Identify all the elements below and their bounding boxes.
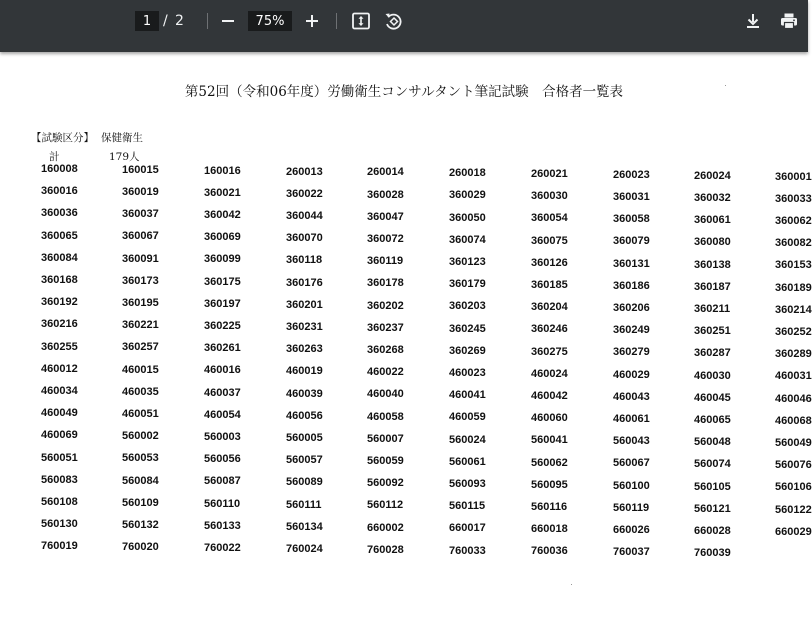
passer-number: 360028 (367, 188, 404, 201)
passer-number: 560130 (41, 518, 78, 531)
page-number-input[interactable]: 1 (135, 11, 159, 31)
passer-number: 460049 (41, 407, 78, 420)
passer-number: 360249 (613, 324, 650, 337)
passer-number: 360072 (367, 232, 404, 245)
plus-icon (300, 9, 324, 33)
passer-number: 560089 (286, 476, 323, 489)
passer-number: 560057 (286, 454, 323, 467)
passer-number: 360176 (286, 276, 323, 289)
passer-number: 560133 (204, 519, 241, 532)
passer-number: 460058 (367, 410, 404, 423)
passer-number: 360118 (286, 254, 323, 267)
passer-number: 560003 (204, 431, 241, 444)
passer-number: 460034 (41, 385, 78, 397)
passer-number: 360042 (204, 209, 241, 222)
passer-number: 360186 (613, 279, 650, 292)
passer-number: 560074 (694, 458, 731, 471)
zoom-level-input[interactable]: 75% (248, 11, 292, 31)
passer-number: 360153 (775, 259, 812, 272)
passer-number: 560095 (531, 478, 568, 491)
passer-number: 360178 (367, 277, 404, 290)
zoom-in-button[interactable] (300, 9, 324, 33)
passer-number: 360079 (613, 235, 650, 248)
passer-number: 560106 (775, 481, 812, 494)
passer-number: 360269 (449, 344, 486, 357)
passer-number: 360179 (449, 278, 486, 291)
passer-number: 560108 (41, 496, 78, 508)
passer-number: 360251 (694, 325, 731, 338)
passer-number: 360185 (531, 279, 568, 292)
passer-number: 460068 (775, 414, 812, 427)
passer-number: 560115 (449, 500, 486, 513)
passer-number: 360091 (122, 252, 159, 265)
passer-number: 360119 (367, 255, 404, 268)
passer-number: 460016 (204, 364, 241, 377)
passer-number: 360287 (694, 347, 731, 360)
scan-speck (571, 584, 572, 585)
passer-number: 560119 (613, 501, 650, 514)
passer-number: 360211 (694, 302, 731, 315)
passer-number: 360070 (286, 232, 323, 245)
passer-number: 360021 (204, 186, 241, 199)
passer-number: 360275 (531, 345, 568, 358)
passer-number: 460069 (41, 429, 78, 442)
passer-number: 360263 (286, 343, 323, 356)
passer-number: 560043 (613, 435, 650, 448)
rotate-button[interactable] (381, 9, 405, 33)
passer-number: 360255 (41, 340, 78, 353)
passer-number: 360058 (613, 213, 650, 226)
passer-number: 460060 (531, 412, 568, 425)
toolbar-divider (207, 13, 208, 29)
passer-number: 560109 (122, 496, 159, 509)
passer-number: 360030 (531, 190, 568, 203)
passer-number: 460037 (204, 386, 241, 399)
passer-number: 560092 (367, 477, 404, 490)
passer-number: 460030 (694, 369, 731, 382)
download-button[interactable] (741, 9, 765, 33)
passer-number: 560041 (531, 434, 568, 447)
passer-number: 160016 (204, 164, 241, 177)
passer-number: 460041 (449, 389, 486, 402)
passer-number: 260023 (613, 168, 650, 181)
pdf-page (0, 52, 812, 634)
passer-number: 560056 (204, 453, 241, 466)
passer-number: 360189 (775, 281, 812, 294)
passer-number: 360168 (41, 274, 78, 286)
passer-number: 560111 (286, 498, 322, 511)
passer-number: 460024 (531, 367, 568, 380)
passer-number: 560121 (694, 502, 731, 515)
pdf-toolbar (0, 0, 808, 52)
passer-number: 560084 (122, 474, 159, 487)
category-value: 保健衛生 (101, 132, 143, 144)
passer-number: 360074 (449, 233, 486, 246)
passer-number: 760036 (531, 545, 568, 558)
passer-number: 460061 (613, 413, 650, 426)
passer-number: 560087 (204, 475, 241, 488)
passer-number: 560083 (41, 473, 78, 486)
passer-number: 360245 (449, 322, 486, 335)
passer-number: 360231 (286, 320, 323, 333)
passer-number: 560049 (775, 436, 812, 449)
passer-number: 560134 (286, 520, 323, 533)
passer-number: 560100 (613, 479, 650, 492)
passer-number: 360201 (286, 298, 323, 311)
passer-number: 460012 (41, 362, 78, 375)
category-label: 【試験区分】 (31, 132, 94, 144)
passer-number: 360206 (613, 302, 650, 315)
passer-number: 460046 (775, 392, 812, 405)
passer-number: 460042 (531, 390, 568, 403)
passer-number: 360203 (449, 300, 486, 313)
passer-number: 360067 (122, 230, 159, 243)
passer-number: 160015 (122, 163, 159, 176)
passer-number: 360138 (694, 258, 731, 271)
passer-number: 260014 (367, 166, 404, 179)
passer-number: 560059 (367, 454, 404, 467)
passer-number: 760028 (367, 543, 404, 556)
passer-number: 360084 (41, 251, 78, 264)
fit-to-page-icon (349, 9, 373, 33)
passer-number: 360022 (286, 187, 323, 200)
passer-number: 360065 (41, 229, 78, 242)
passer-number: 360204 (531, 301, 568, 314)
passer-number: 460031 (775, 370, 812, 383)
passer-number: 360195 (122, 297, 159, 310)
passer-number: 760033 (449, 544, 486, 557)
passer-number: 360126 (531, 256, 568, 269)
print-button[interactable] (777, 9, 801, 33)
passer-number: 360225 (204, 320, 241, 333)
passer-number: 460015 (122, 363, 159, 376)
passer-number: 460040 (367, 388, 404, 401)
passer-number: 460045 (694, 391, 731, 404)
fit-to-page-button[interactable] (349, 9, 373, 33)
passer-number: 560002 (122, 430, 159, 443)
passer-number: 360001 (775, 170, 812, 183)
passer-number: 360246 (531, 323, 568, 336)
passer-number: 360029 (449, 189, 486, 202)
passer-number: 660017 (449, 522, 486, 535)
passer-number: 560067 (613, 457, 650, 470)
zoom-out-button[interactable] (216, 9, 240, 33)
passer-number: 360080 (694, 236, 731, 249)
passer-number: 360197 (204, 297, 241, 310)
passer-number: 260013 (286, 165, 323, 178)
passer-number: 360054 (531, 212, 568, 225)
passer-number: 360237 (367, 321, 404, 334)
passer-number: 360099 (204, 253, 241, 266)
passer-number: 360261 (204, 342, 241, 355)
passer-number: 460051 (122, 408, 159, 421)
passer-number: 560062 (531, 456, 568, 469)
passer-number: 460054 (204, 408, 241, 421)
passer-number: 360202 (367, 299, 404, 312)
total-value: 179人 (109, 151, 140, 163)
passer-number: 760022 (204, 542, 241, 555)
passer-number: 260021 (531, 168, 568, 181)
passer-number: 360252 (775, 325, 812, 338)
passer-number: 460019 (286, 365, 323, 378)
passer-number: 360289 (775, 348, 812, 361)
toolbar-divider (336, 13, 337, 29)
passer-number: 460059 (449, 411, 486, 424)
passer-number: 560005 (286, 431, 323, 444)
passer-number: 560110 (204, 497, 241, 510)
passer-number: 360214 (775, 303, 812, 316)
passer-number: 760019 (41, 540, 78, 553)
passer-number: 360044 (286, 209, 323, 222)
passer-number: 360033 (775, 192, 812, 205)
minus-icon (216, 9, 240, 33)
passer-number: 560076 (775, 459, 812, 472)
passer-number: 360173 (122, 274, 159, 287)
passer-number: 360069 (204, 231, 241, 244)
total-label: 計 (49, 151, 60, 163)
passer-number: 460029 (613, 368, 650, 381)
passer-number: 360192 (41, 296, 78, 309)
passer-number: 760039 (694, 547, 731, 560)
passer-number: 360131 (613, 257, 650, 270)
passer-number: 460035 (122, 385, 159, 398)
passer-number: 360061 (694, 214, 731, 227)
passer-number: 360036 (41, 207, 78, 220)
passer-number: 360123 (449, 256, 486, 268)
passer-number: 560105 (694, 480, 731, 493)
passer-number: 460056 (286, 409, 323, 422)
passer-number: 660028 (694, 524, 731, 537)
passer-number: 360216 (41, 318, 78, 331)
passer-number: 760020 (122, 541, 159, 554)
passer-number: 360187 (694, 280, 731, 293)
passer-number: 660002 (367, 521, 404, 534)
document-title: 第52回（令和06年度）労働衛生コンサルタント筆記試験 合格者一覧表 (184, 84, 624, 100)
passer-number: 460023 (449, 367, 486, 379)
passer-number: 560053 (122, 452, 159, 465)
download-icon (741, 9, 765, 33)
total-pages: 2 (175, 13, 184, 29)
passer-number: 560112 (367, 499, 404, 512)
passer-number: 660018 (531, 523, 568, 536)
passer-number: 360268 (367, 343, 404, 356)
passer-number: 360062 (775, 214, 812, 227)
passer-number: 360257 (122, 341, 159, 354)
passer-number: 360075 (531, 234, 568, 247)
passer-number: 360221 (122, 319, 159, 332)
passer-number: 660029 (775, 525, 812, 538)
passer-number: 360037 (122, 208, 159, 221)
passer-number: 360082 (775, 237, 812, 250)
passer-number: 460065 (694, 413, 731, 426)
passer-number: 560116 (531, 501, 568, 514)
passer-number: 560007 (367, 432, 404, 445)
passer-number: 560122 (775, 503, 812, 516)
passer-number: 460022 (367, 366, 404, 379)
passer-number: 560132 (122, 519, 159, 532)
passer-number: 360032 (694, 191, 731, 204)
passer-number: 760024 (286, 542, 323, 555)
passer-number: 460043 (613, 390, 650, 403)
passer-number: 360019 (122, 186, 159, 199)
passer-number: 660026 (613, 524, 650, 537)
passer-number: 560093 (449, 478, 486, 490)
passer-number: 560061 (449, 455, 486, 468)
passer-number: 260024 (694, 169, 731, 182)
passer-number: 360175 (204, 275, 241, 288)
passer-number: 360047 (367, 210, 404, 223)
page-separator: / (163, 13, 168, 29)
passer-number: 560051 (41, 451, 78, 464)
passer-number: 460039 (286, 387, 323, 400)
rotate-icon (381, 9, 405, 33)
passer-number: 560048 (694, 436, 731, 449)
passer-number: 360016 (41, 185, 78, 198)
passer-number: 360279 (613, 346, 650, 359)
passer-number: 160008 (41, 163, 78, 175)
passer-number: 560024 (449, 433, 486, 446)
scan-speck (725, 85, 726, 86)
passer-number: 260018 (449, 167, 486, 180)
passer-number: 360031 (613, 191, 650, 204)
print-icon (777, 9, 801, 33)
passer-number: 360050 (449, 211, 486, 224)
passer-number: 760037 (613, 546, 650, 559)
